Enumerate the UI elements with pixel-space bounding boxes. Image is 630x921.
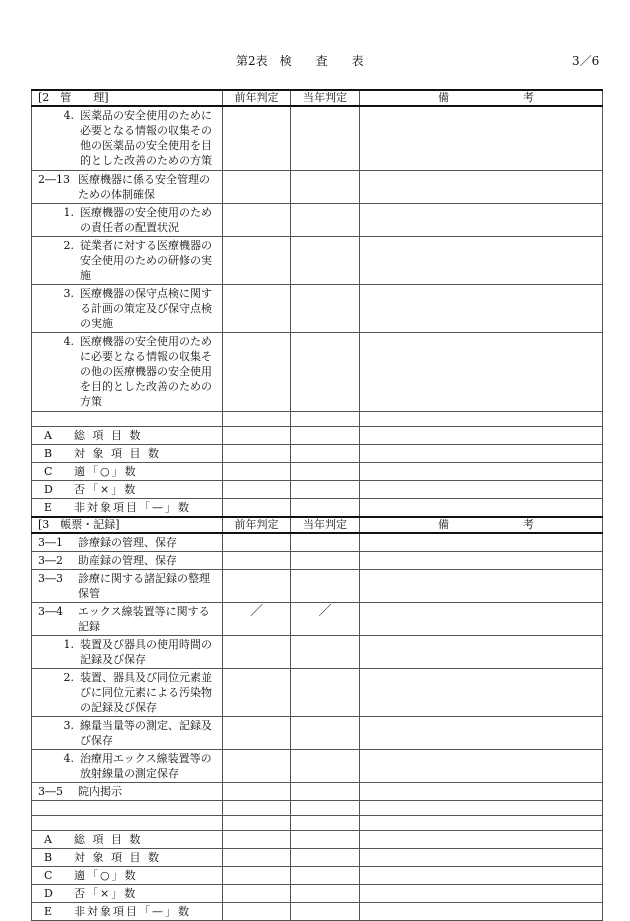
- remarks-cell[interactable]: [360, 498, 603, 517]
- item-cell: 2―13 医療機器に係る安全管理のための体制確保: [32, 170, 223, 203]
- remarks-cell[interactable]: [360, 602, 603, 635]
- remarks-cell[interactable]: [360, 848, 603, 866]
- table-row: [32, 635, 603, 668]
- curr-not-applicable-mark: ／: [291, 602, 360, 635]
- prev-count-cell[interactable]: [223, 884, 291, 902]
- curr-count-cell[interactable]: [291, 848, 360, 866]
- summary-label: E 非対象項目「—」数: [32, 498, 223, 517]
- table-row: [32, 203, 603, 236]
- table-row: [32, 106, 603, 170]
- column-header-prev: 前年判定: [223, 90, 291, 106]
- curr-count-cell[interactable]: [291, 462, 360, 480]
- summary-label: A 総 項 目 数: [32, 830, 223, 848]
- curr-judgment-cell[interactable]: [291, 716, 360, 749]
- remarks-cell[interactable]: [360, 480, 603, 498]
- prev-judgment-cell[interactable]: [223, 533, 291, 552]
- summary-row: [32, 866, 603, 884]
- curr-count-cell[interactable]: [291, 830, 360, 848]
- remarks-cell[interactable]: [360, 170, 603, 203]
- item-cell: 2. 従業者に対する医療機器の安全使用のための研修の実施: [32, 236, 223, 284]
- prev-count-cell[interactable]: [223, 902, 291, 920]
- item-cell: 4. 医薬品の安全使用のために必要となる情報の収集その他の医薬品の安全使用を目的とした改善のための方策: [32, 106, 223, 170]
- summary-label: B 対 象 項 目 数: [32, 848, 223, 866]
- summary-label: E 非対象項目「—」数: [32, 902, 223, 920]
- remarks-cell[interactable]: [360, 569, 603, 602]
- item-cell: 1. 医療機器の安全使用のための責任者の配置状況: [32, 203, 223, 236]
- prev-judgment-cell[interactable]: [223, 551, 291, 569]
- prev-judgment-cell[interactable]: [223, 284, 291, 332]
- column-header-prev: 前年判定: [223, 517, 291, 533]
- item-cell: 3―2 助産録の管理、保存: [32, 551, 223, 569]
- remarks-cell[interactable]: [360, 635, 603, 668]
- item-cell: 3. 医療機器の保守点検に関する計画の策定及び保守点検の実施: [32, 284, 223, 332]
- blank-row: [32, 800, 603, 815]
- summary-row: [32, 830, 603, 848]
- prev-count-cell[interactable]: [223, 444, 291, 462]
- prev-judgment-cell[interactable]: [223, 106, 291, 170]
- curr-count-cell[interactable]: [291, 498, 360, 517]
- prev-judgment-cell[interactable]: [223, 332, 291, 411]
- curr-judgment-cell[interactable]: [291, 749, 360, 782]
- table-row: [32, 170, 603, 203]
- curr-count-cell[interactable]: [291, 902, 360, 920]
- table-row: [32, 749, 603, 782]
- table-row: [32, 533, 603, 552]
- summary-row: [32, 848, 603, 866]
- remarks-cell[interactable]: [360, 203, 603, 236]
- curr-judgment-cell[interactable]: [291, 635, 360, 668]
- item-cell: 4. 治療用エックス線装置等の放射線量の測定保存: [32, 749, 223, 782]
- remarks-cell[interactable]: [360, 533, 603, 552]
- summary-row: [32, 444, 603, 462]
- prev-count-cell[interactable]: [223, 830, 291, 848]
- column-header-remarks: 備 考: [360, 517, 603, 533]
- column-header-remarks: 備 考: [360, 90, 603, 106]
- curr-count-cell[interactable]: [291, 866, 360, 884]
- table-row: [32, 236, 603, 284]
- prev-judgment-cell[interactable]: [223, 635, 291, 668]
- item-cell: 3. 線量当量等の測定、記録及び保存: [32, 716, 223, 749]
- remarks-cell[interactable]: [360, 884, 603, 902]
- section-label: [3 帳票・記録]: [32, 517, 223, 533]
- curr-judgment-cell[interactable]: [291, 569, 360, 602]
- remarks-cell[interactable]: [360, 902, 603, 920]
- remarks-cell[interactable]: [360, 782, 603, 800]
- column-header-curr: 当年判定: [291, 517, 360, 533]
- remarks-cell[interactable]: [360, 551, 603, 569]
- curr-judgment-cell[interactable]: [291, 236, 360, 284]
- item-cell: 1. 装置及び器具の使用時間の記録及び保存: [32, 635, 223, 668]
- item-cell: 3―3 診療に関する諸記録の整理保管: [32, 569, 223, 602]
- remarks-cell[interactable]: [360, 444, 603, 462]
- remarks-cell[interactable]: [360, 716, 603, 749]
- remarks-cell[interactable]: [360, 830, 603, 848]
- inspection-table: [31, 89, 603, 921]
- prev-judgment-cell[interactable]: [223, 203, 291, 236]
- item-cell: 3―1 診療録の管理、保存: [32, 533, 223, 552]
- remarks-cell[interactable]: [360, 462, 603, 480]
- section-header-row: [32, 517, 603, 533]
- prev-not-applicable-mark: ／: [223, 602, 291, 635]
- prev-count-cell[interactable]: [223, 426, 291, 444]
- table-row: [32, 782, 603, 800]
- prev-count-cell[interactable]: [223, 848, 291, 866]
- blank-row: [32, 411, 603, 426]
- curr-count-cell[interactable]: [291, 884, 360, 902]
- table-row: [32, 284, 603, 332]
- table-row: [32, 569, 603, 602]
- summary-label: C 適「○」数: [32, 866, 223, 884]
- remarks-cell[interactable]: [360, 284, 603, 332]
- curr-judgment-cell[interactable]: [291, 668, 360, 716]
- summary-label: D 否「×」数: [32, 884, 223, 902]
- curr-judgment-cell[interactable]: [291, 782, 360, 800]
- prev-judgment-cell[interactable]: [223, 782, 291, 800]
- curr-count-cell[interactable]: [291, 426, 360, 444]
- column-header-curr: 当年判定: [291, 90, 360, 106]
- table-row: [32, 668, 603, 716]
- prev-count-cell[interactable]: [223, 462, 291, 480]
- curr-judgment-cell[interactable]: [291, 533, 360, 552]
- table-row: [32, 551, 603, 569]
- blank-row: [32, 815, 603, 830]
- page-header: [0, 52, 630, 70]
- curr-judgment-cell[interactable]: [291, 170, 360, 203]
- prev-count-cell[interactable]: [223, 480, 291, 498]
- summary-label: D 否「×」数: [32, 480, 223, 498]
- remarks-cell[interactable]: [360, 236, 603, 284]
- item-cell: 4. 医療機器の安全使用のために必要となる情報の収集その他の医療機器の安全使用を目的とした改善のための方策: [32, 332, 223, 411]
- section-label: [2 管 理]: [32, 90, 223, 106]
- curr-judgment-cell[interactable]: [291, 332, 360, 411]
- page-number: 3／6: [572, 54, 600, 68]
- curr-judgment-cell[interactable]: [291, 203, 360, 236]
- curr-count-cell[interactable]: [291, 480, 360, 498]
- remarks-cell[interactable]: [360, 866, 603, 884]
- summary-label: B 対 象 項 目 数: [32, 444, 223, 462]
- summary-label: C 適「○」数: [32, 462, 223, 480]
- table-row: [32, 716, 603, 749]
- item-cell: 2. 装置、器具及び同位元素並びに同位元素による汚染物の記録及び保存: [32, 668, 223, 716]
- remarks-cell[interactable]: [360, 426, 603, 444]
- prev-judgment-cell[interactable]: [223, 170, 291, 203]
- summary-row: [32, 426, 603, 444]
- page-title: 第2表 検 査 表: [236, 54, 364, 68]
- remarks-cell[interactable]: [360, 749, 603, 782]
- curr-count-cell[interactable]: [291, 444, 360, 462]
- prev-judgment-cell[interactable]: [223, 668, 291, 716]
- curr-judgment-cell[interactable]: [291, 284, 360, 332]
- curr-judgment-cell[interactable]: [291, 106, 360, 170]
- prev-count-cell[interactable]: [223, 498, 291, 517]
- table-row: [32, 332, 603, 411]
- prev-judgment-cell[interactable]: [223, 749, 291, 782]
- table-row: [32, 602, 603, 635]
- summary-row: [32, 902, 603, 920]
- section-header-row: [32, 90, 603, 106]
- remarks-cell[interactable]: [360, 332, 603, 411]
- summary-row: [32, 462, 603, 480]
- summary-label: A 総 項 目 数: [32, 426, 223, 444]
- item-cell: 3―4 エックス線装置等に関する記録: [32, 602, 223, 635]
- curr-judgment-cell[interactable]: [291, 551, 360, 569]
- summary-row: [32, 480, 603, 498]
- summary-row: [32, 498, 603, 517]
- remarks-cell[interactable]: [360, 106, 603, 170]
- prev-judgment-cell[interactable]: [223, 716, 291, 749]
- summary-row: [32, 884, 603, 902]
- remarks-cell[interactable]: [360, 668, 603, 716]
- prev-judgment-cell[interactable]: [223, 236, 291, 284]
- prev-count-cell[interactable]: [223, 866, 291, 884]
- item-cell: 3―5 院内掲示: [32, 782, 223, 800]
- prev-judgment-cell[interactable]: [223, 569, 291, 602]
